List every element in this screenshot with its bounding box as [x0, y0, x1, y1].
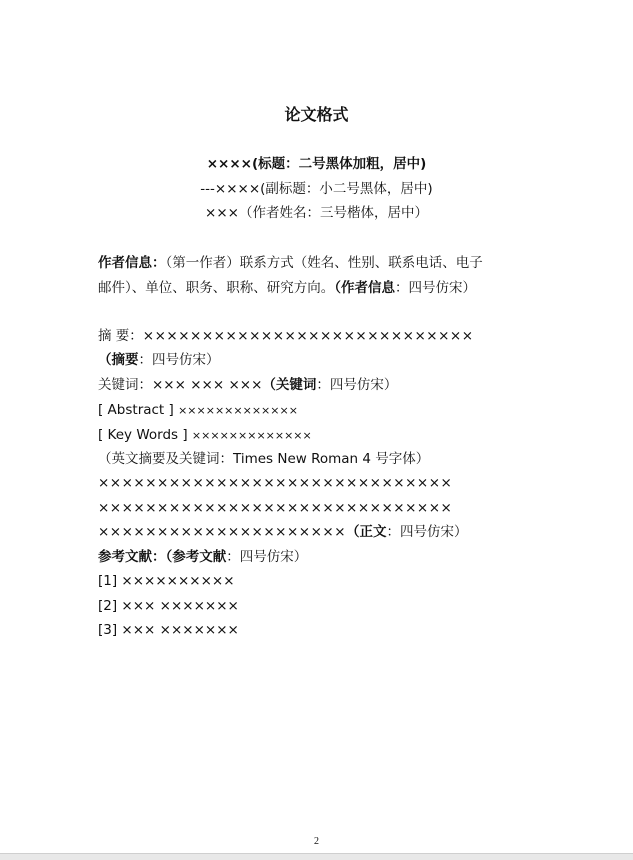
reference-item	[98, 621, 239, 639]
en-keywords-label: [ Key Words ]	[98, 427, 188, 443]
body-line-1: ××××××××××××××××××××××××××××××	[98, 475, 453, 491]
body-line-3-marks: ×××××××××××××××××××××	[98, 524, 347, 540]
author-info-text-1: （第一作者）联系方式（姓名、性别、联系电话、电子	[165, 255, 483, 271]
en-abstract-marks: ×××××××××××××	[178, 404, 298, 417]
references-label: 参考文献：	[98, 549, 166, 565]
en-keywords-marks: ×××××××××××××	[191, 429, 312, 442]
en-note-line: （英文摘要及关键词：Times New Roman 4 号字体）	[98, 451, 430, 467]
reference-item	[98, 572, 235, 590]
abstract-note-label: （摘要	[98, 352, 139, 368]
author-info-line-1	[98, 254, 483, 272]
author-info-text-2: 邮件）、单位、职务、职称、研究方向。	[98, 280, 335, 296]
abstract-note-text: ：四号仿宋）	[138, 352, 220, 368]
en-abstract-line	[98, 401, 298, 420]
body-note-label: （正文	[346, 524, 387, 540]
keywords-note-text: ：四号仿宋）	[316, 377, 398, 393]
author-info-label: 作者信息：	[98, 255, 166, 271]
keywords-line	[98, 376, 397, 394]
body-line-2: ××××××××××××××××××××××××××××××	[98, 500, 453, 516]
reference-number: [3]	[98, 622, 118, 638]
references-note-text: ：四号仿宋）	[226, 549, 308, 565]
reference-number: [1]	[98, 573, 118, 589]
title-line: ××××(标题：二号黑体加粗，居中)	[206, 156, 427, 172]
subtitle-line: ---××××(副标题：小二号黑体，居中)	[200, 181, 433, 197]
body-line-3	[98, 523, 468, 541]
en-keywords-line	[98, 426, 312, 445]
author-info-tail-text: ：四号仿宋）	[395, 280, 476, 296]
keywords-note-label: （关键词	[262, 377, 317, 393]
body-note-text: ：四号仿宋）	[386, 524, 468, 540]
author-info-line-2	[98, 279, 476, 297]
keywords-marks: ××× ××× ×××	[152, 377, 263, 393]
reference-number: [2]	[98, 598, 118, 614]
page-number: 2	[314, 836, 319, 847]
page-heading: 论文格式	[284, 105, 349, 124]
reference-text: ××××××××××	[121, 573, 235, 589]
abstract-line	[98, 327, 474, 345]
author-line: ×××（作者姓名：三号楷体，居中）	[205, 205, 428, 221]
references-note-label: （参考文献	[165, 549, 227, 565]
abstract-label: 摘 要：	[98, 328, 143, 344]
abstract-note	[98, 351, 220, 369]
author-info-tail-label: （作者信息	[334, 280, 395, 296]
reference-text: ××× ×××××××	[121, 622, 239, 638]
references-heading	[98, 548, 307, 566]
reference-item	[98, 597, 239, 615]
en-abstract-label: [ Abstract ]	[98, 402, 174, 418]
abstract-marks: ××××××××××××××××××××××××××××	[142, 328, 474, 344]
keywords-label: 关键词：	[98, 377, 152, 393]
reference-text: ××× ×××××××	[121, 598, 239, 614]
